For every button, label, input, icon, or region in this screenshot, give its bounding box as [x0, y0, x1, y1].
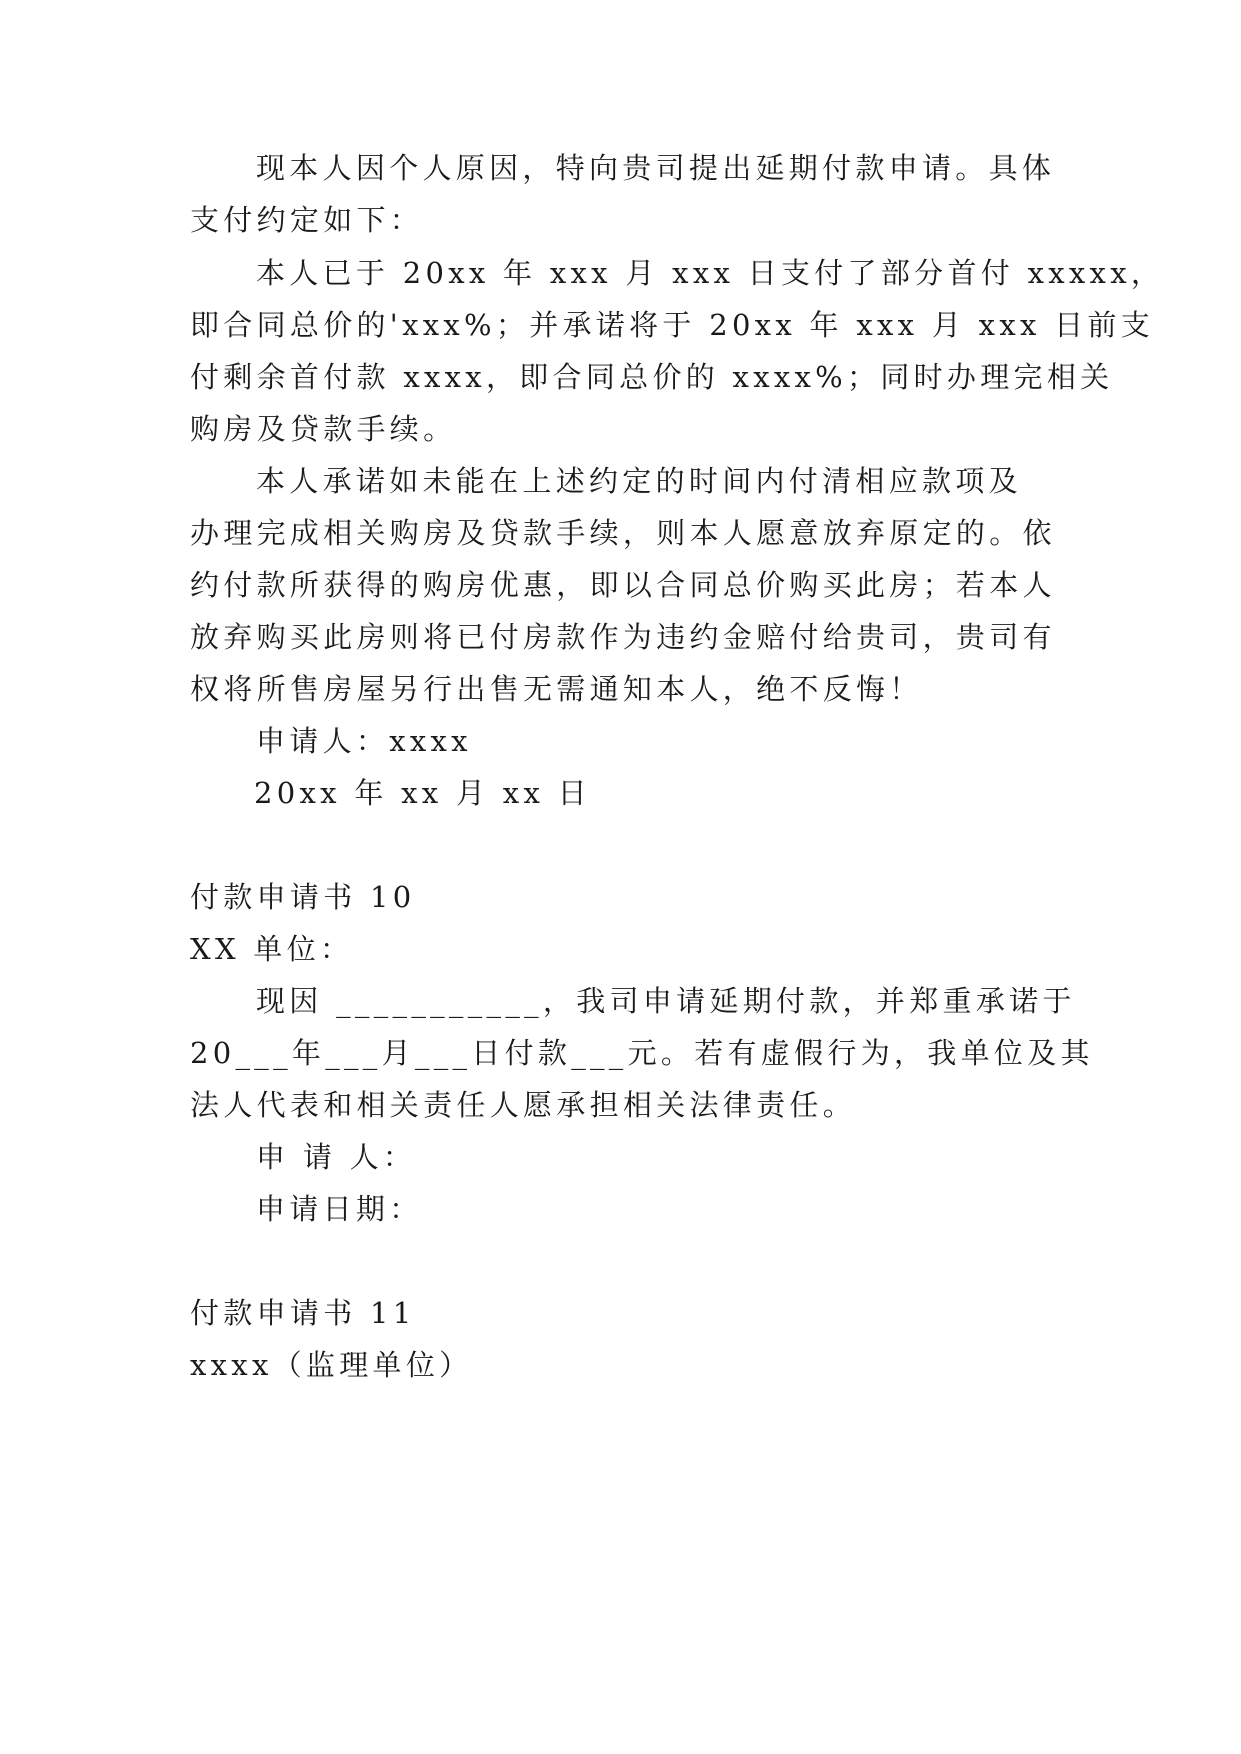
applicant-line: 申请人：xxxx	[256, 724, 472, 758]
paragraph-line: 购房及贷款手续。	[190, 412, 457, 446]
paragraph-line: 办理完成相关购房及贷款手续，则本人愿意放弃原定的。依	[190, 516, 1056, 550]
paragraph-line: 支付约定如下：	[190, 203, 424, 237]
section-heading: 付款申请书 11	[190, 1296, 416, 1330]
paragraph-line: 现本人因个人原因，特向贵司提出延期付款申请。具体	[256, 151, 1056, 185]
paragraph-line: 约付款所获得的购房优惠，即以合同总价购买此房；若本人	[190, 568, 1056, 602]
paragraph-line: 权将所售房屋另行出售无需通知本人，绝不反悔！	[190, 672, 923, 706]
paragraph-line: 20___年___月___日付款___元。若有虚假行为，我单位及其	[190, 1036, 1094, 1070]
date-line: 20xx 年 xx 月 xx 日	[254, 776, 591, 810]
recipient-line: xxxx（监理单位）	[190, 1348, 473, 1382]
paragraph-line: 即合同总价的'xxx%；并承诺将于 20xx 年 xxx 月 xxx 日前支	[190, 308, 1155, 342]
paragraph-line: 本人已于 20xx 年 xxx 月 xxx 日支付了部分首付 xxxxx，	[256, 256, 1165, 290]
applicant-line: 申 请 人：	[256, 1140, 417, 1174]
section-heading: 付款申请书 10	[190, 880, 416, 914]
recipient-line: XX 单位：	[190, 932, 354, 966]
paragraph-line: 本人承诺如未能在上述约定的时间内付清相应款项及	[256, 464, 1022, 498]
application-date-line: 申请日期：	[256, 1192, 423, 1226]
paragraph-line: 现因 ___________，我司申请延期付款，并郑重承诺于	[256, 984, 1076, 1018]
paragraph-line: 法人代表和相关责任人愿承担相关法律责任。	[190, 1088, 857, 1122]
paragraph-line: 放弃购买此房则将已付房款作为违约金赔付给贵司，贵司有	[190, 620, 1056, 654]
paragraph-line: 付剩余首付款 xxxx，即合同总价的 xxxx%；同时办理完相关	[190, 360, 1114, 394]
